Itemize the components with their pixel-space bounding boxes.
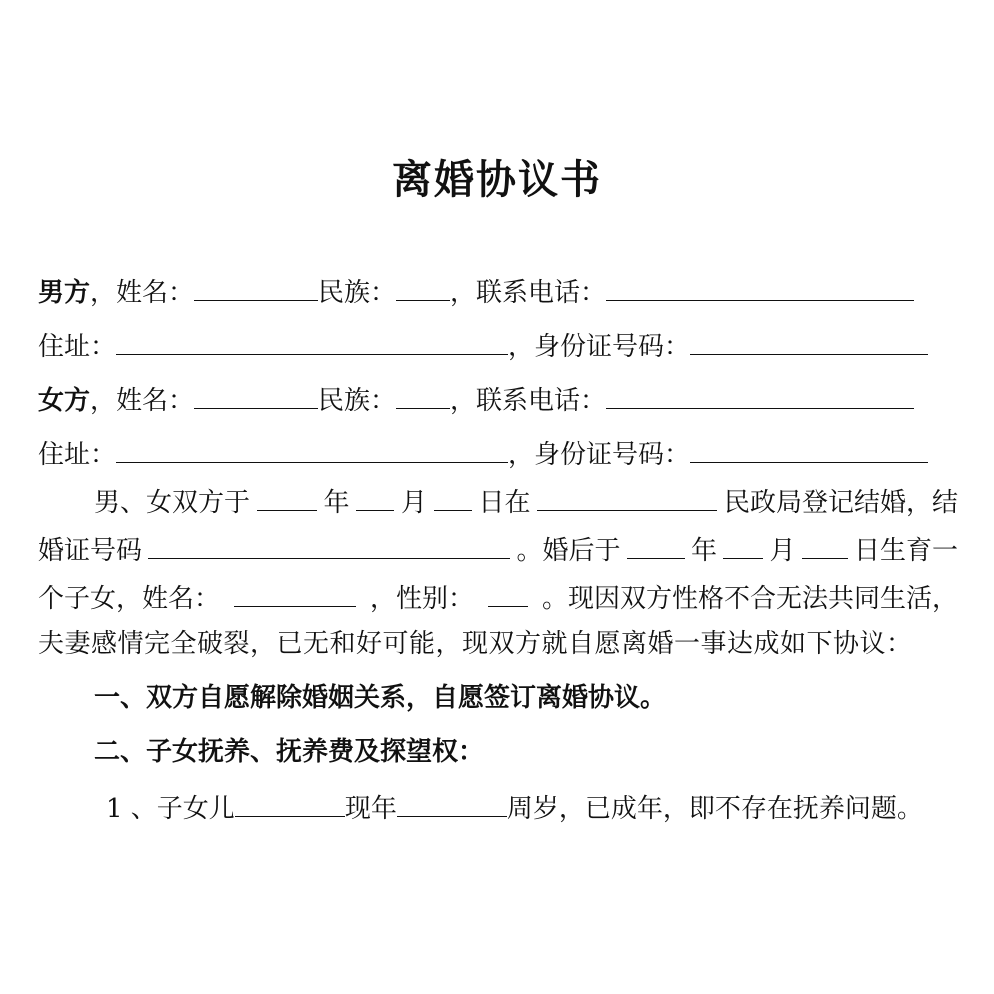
p2-text-b: 。婚后于: [516, 536, 621, 566]
woman-address-line: [38, 432, 958, 475]
item-1-text-b: 现年: [344, 794, 397, 824]
paragraph-line-4: [38, 624, 958, 664]
p2-text-d: 月: [769, 536, 796, 566]
clause-1: [38, 678, 958, 718]
man-phone-label: ，联系电话：: [450, 278, 607, 308]
registry-office-blank[interactable]: [537, 480, 717, 511]
man-id-blank[interactable]: [690, 324, 928, 355]
document-title: 离婚协议书: [392, 157, 602, 203]
p2-text-a: 婚证号码: [38, 536, 143, 566]
item-1-text-c: 周岁，已成年，即不存在抚养问题。: [506, 794, 923, 824]
clause-1-text: 一、双方自愿解除婚姻关系，自愿签订离婚协议。: [94, 683, 667, 713]
child-name-blank[interactable]: [234, 576, 356, 607]
woman-name-label: ，姓名：: [90, 386, 195, 416]
p3-text-a: 个子女，姓名：: [38, 584, 221, 614]
p3-text-b: ，性别：: [369, 584, 474, 614]
item-1-text-a: 1 、子女儿: [106, 794, 235, 824]
man-phone-blank[interactable]: [606, 270, 914, 301]
p1-text-a: 男、女双方于: [94, 488, 251, 518]
woman-id-label: ，身份证号码：: [508, 440, 691, 470]
man-ethnic-blank[interactable]: [396, 270, 450, 301]
man-info-line: [38, 270, 958, 313]
birth-day-blank[interactable]: [802, 528, 848, 559]
woman-phone-label: ，联系电话：: [450, 386, 607, 416]
birth-year-blank[interactable]: [627, 528, 685, 559]
woman-address-label: 住址：: [38, 440, 117, 470]
p2-text-e: 日生育一: [853, 536, 958, 566]
p1-text-b: 年: [323, 488, 350, 518]
marriage-year-blank[interactable]: [257, 480, 317, 511]
woman-info-line: [38, 378, 958, 421]
p2-text-c: 年: [690, 536, 717, 566]
paragraph-line-1: [38, 480, 958, 523]
marriage-month-blank[interactable]: [356, 480, 394, 511]
man-ethnic-label: 民族：: [318, 278, 397, 308]
p1-text-d: 日在: [478, 488, 531, 518]
birth-month-blank[interactable]: [723, 528, 763, 559]
paragraph-line-3: [38, 576, 958, 619]
p4-text: 夫妻感情完全破裂，已无和好可能，现双方就自愿离婚一事达成如下协议：: [38, 629, 913, 659]
clause-2: [38, 732, 958, 772]
man-name-label: ，姓名：: [90, 278, 195, 308]
man-id-label: ，身份证号码：: [508, 332, 691, 362]
clause-2-text: 二、子女抚养、抚养费及探望权：: [94, 737, 485, 767]
marriage-day-blank[interactable]: [434, 480, 472, 511]
woman-role-label: 女方: [38, 386, 91, 416]
man-address-label: 住址：: [38, 332, 117, 362]
man-role-label: 男方: [38, 278, 91, 308]
p3-text-c: 。现因双方性格不合无法共同生活，: [541, 584, 958, 614]
p1-text-e: 民政局登记结婚，结: [723, 488, 958, 518]
p1-text-c: 月: [400, 488, 427, 518]
man-address-line: [38, 324, 958, 367]
woman-ethnic-blank[interactable]: [396, 378, 450, 409]
woman-phone-blank[interactable]: [606, 378, 914, 409]
child-name-blank-2[interactable]: [235, 786, 345, 817]
child-gender-blank[interactable]: [488, 576, 528, 607]
woman-id-blank[interactable]: [690, 432, 928, 463]
clause-2-item-1: [38, 786, 958, 829]
certificate-number-blank[interactable]: [148, 528, 510, 559]
woman-ethnic-label: 民族：: [318, 386, 397, 416]
man-name-blank[interactable]: [194, 270, 318, 301]
man-address-blank[interactable]: [116, 324, 508, 355]
child-age-blank[interactable]: [397, 786, 507, 817]
woman-address-blank[interactable]: [116, 432, 508, 463]
paragraph-line-2: [38, 528, 958, 571]
woman-name-blank[interactable]: [194, 378, 318, 409]
